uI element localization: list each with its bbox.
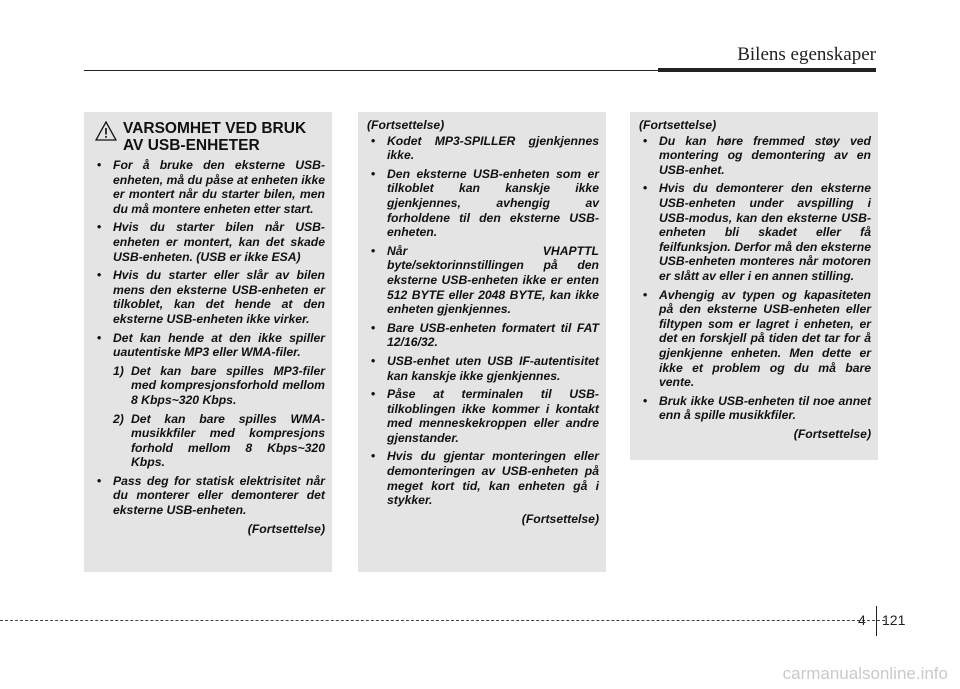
bullet-dot: • [371,243,376,258]
chapter-number: 4 [858,612,866,628]
list-item: • Hvis du starter bilen når USB-enheten er montert, kan det skade USB-enheten. (USB er ikke ESA) [97,220,325,264]
bullet-dot: • [371,133,376,148]
section-title: Bilens egenskaper [737,44,876,65]
continued-label: (Fortsettelse) [793,426,871,441]
bullet-dot: • [97,330,102,345]
bullet-dot: • [643,393,648,408]
caution-panel-1 [84,112,332,572]
bullet-dot: • [97,220,102,235]
list-item: • For å bruke den eksterne USB-enheten, må du påse at enheten ikke er montert når du starter bilen, men du må montere enheten etter start. [97,158,325,216]
list-item: • Det kan hende at den ikke spiller uautentiske MP3 eller WMA-filer. [97,330,325,360]
page-number: 121 [882,612,906,628]
list-item: • Pass deg for statisk elektrisitet når du monterer eller demonterer det eksterne USB-enheten. [97,473,325,518]
caution-panel-2 [358,112,606,572]
list-item: • Kodet MP3-SPILLER gjenkjennes ikke. [371,133,599,163]
bullet-dot: • [371,320,376,335]
header-rule-accent [658,68,876,72]
continued-top-label: (Fortsettelse) [367,118,445,132]
bullet-dot: • [643,133,648,148]
list-item: • USB-enhet uten USB IF-autentisitet kan kanskje ikke gjenkjennes. [371,353,599,383]
continued-label: (Fortsettelse) [521,511,599,526]
bullet-dot: • [97,158,102,172]
bullet-dot: • [371,353,376,368]
list-item: • Når VHAPTTL byte/sektorinnstillingen på den eksterne USB-enheten ikke er enten 512 BYTE eller 2048 BYTE, kan ikke enheten gjenkjennes. [371,243,599,317]
list-item: • Hvis du gjentar monteringen eller demonteringen av USB-enheten på meget kort tid, kan enheten gå i stykker. [371,449,599,508]
list-item: • Hvis du demonterer den eksterne USB-enheten under avspilling i USB-modus, kan den eksterne USB-enheten bli skadet eller få feilfunksjon. Derfor må den eksterne USB-enheten monteres når motoren er slått av eller i en annen stilling. [643,181,871,283]
warning-triangle-icon [95,121,117,141]
list-item: • Påse at terminalen til USB-tilkoblingen ikke kommer i kontakt med menneskekroppen eller andre gjenstander. [371,387,599,445]
sub-list-item: 1) Det kan bare spilles MP3-filer med kompresjonsforhold mellom 8 Kbps~320 Kbps. [113,363,325,407]
bullet-dot: • [643,287,648,302]
list-item: • Du kan høre fremmed støy ved montering og demontering av en USB-enhet. [643,133,871,177]
bullet-dot: • [371,449,376,464]
footer-rule [0,620,885,621]
list-item: • Hvis du starter eller slår av bilen mens den eksterne USB-enheten er tilkoblet, kan det hende at den eksterne USB-enheten ikke virker. [97,268,325,326]
sub-list-item: 2) Det kan bare spilles WMA-musikkfiler med kompresjons forhold mellom 8 Kbps~320 Kbps. [113,411,325,470]
caution-heading [95,120,325,154]
list-item: • Bare USB-enheten formatert til FAT 12/16/32. [371,320,599,350]
page-number-divider [876,606,877,636]
caution-title: VARSOMHET VED BRUK AV USB-ENHETER [123,120,307,154]
bullet-dot: • [371,387,376,402]
list-item: • Den eksterne USB-enheten som er tilkoblet kan kanskje ikke gjenkjennes, avhengig av forholdene til den eksterne USB-enheten. [371,166,599,240]
caution-panel-3 [630,112,878,460]
list-item: • Bruk ikke USB-enheten til noe annet enn å spille musikkfiler. [643,393,871,423]
bullet-dot: • [371,166,376,181]
bullet-dot: • [643,181,648,196]
bullet-dot: • [97,268,102,283]
watermark: carmanualsonline.info [782,664,948,683]
continued-top-label: (Fortsettelse) [639,118,717,132]
list-item: • Avhengig av typen og kapasiteten på den eksterne USB-enheten eller filtypen som er lagret i enheten, er det en forskjell på tiden det tar for å gjenkjenne enheten. Men dette er ikke et problem og du må bare vente. [643,287,871,390]
bullet-dot: • [97,473,102,488]
continued-label: (Fortsettelse) [247,521,325,536]
